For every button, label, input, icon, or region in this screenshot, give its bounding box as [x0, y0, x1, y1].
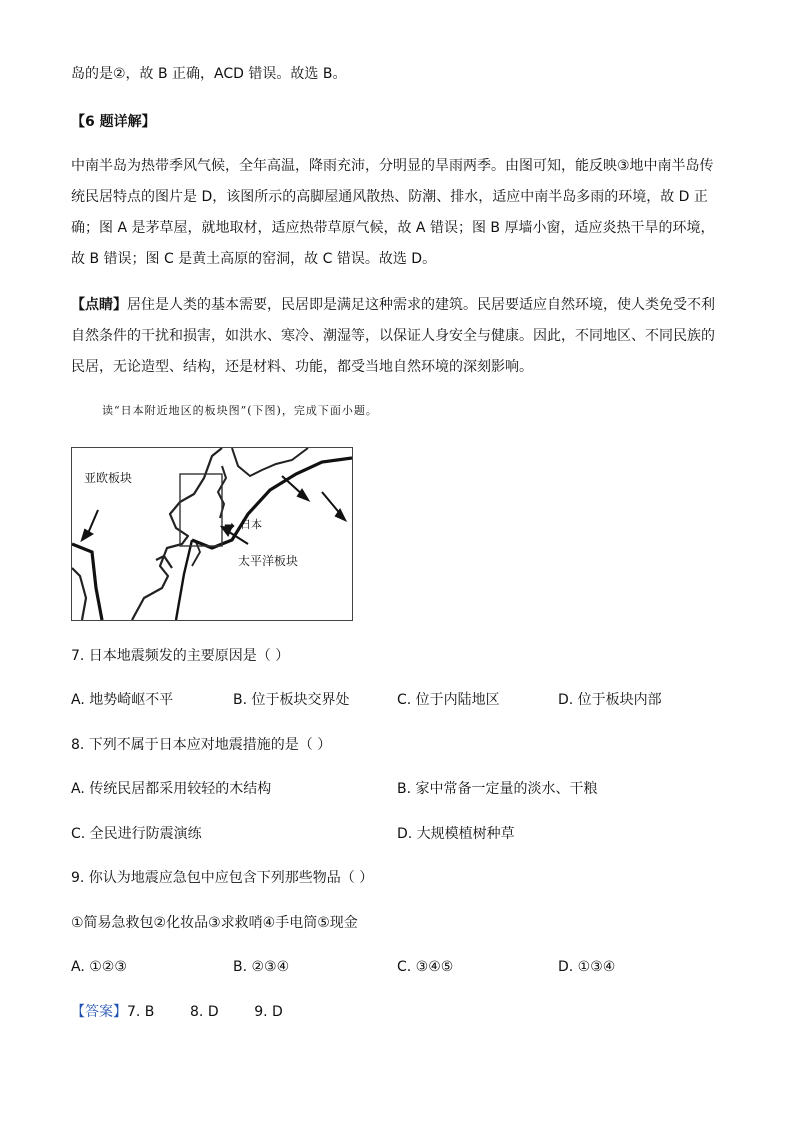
label-pacific: 太平洋板块	[238, 554, 299, 568]
option-d: D. 位于板块内部	[558, 692, 662, 708]
plate-boundary	[72, 544, 102, 620]
option-b: B. 家中常备一定量的淡水、干粮	[397, 781, 598, 797]
option-d: D. ①③④	[558, 959, 616, 975]
answer-label: 【答案】	[71, 1004, 127, 1020]
option-c: C. 位于内陆地区	[397, 692, 500, 708]
text-line: 中南半岛为热带季风气候，全年高温，降雨充沛，分明显的旱雨两季。由图可知，能反映③地中南半岛传	[71, 158, 714, 174]
option-b: B. 位于板块交界处	[233, 692, 350, 708]
option-d: D. 大规模植树种草	[397, 826, 515, 842]
plate-boundary	[192, 458, 352, 548]
option-b: B. ②③④	[233, 959, 290, 975]
question-stem: 8. 下列不属于日本应对地震措施的是（ ）	[71, 737, 332, 753]
coastline	[232, 448, 308, 476]
text-line: 确；图 A 是茅草屋，就地取材，适应热带草原气候，故 A 错误；图 B 厚墙小窗，适应炎热干旱的环境，	[71, 220, 715, 236]
label-japan: 日本	[240, 518, 262, 531]
tip-paragraph	[71, 295, 715, 315]
text-line: 民居，无论造型、结构，还是材料、功能，都受当地自然环境的深刻影响。	[71, 359, 533, 375]
option-c: C. 全民进行防震演练	[71, 826, 202, 842]
plate-map	[71, 447, 353, 621]
plate-boundary	[176, 540, 192, 620]
plate-map-drawing	[72, 448, 352, 620]
option-c: C. ③④⑤	[397, 959, 454, 975]
arrowhead	[82, 530, 92, 540]
section-heading: 【6 题详解】	[71, 114, 156, 130]
question-stem: 9. 你认为地震应急包中应包含下列那些物品（ ）	[71, 870, 374, 886]
text-line: 故 B 错误；图 C 是黄土高原的窑洞，故 C 错误。故选 D。	[71, 251, 437, 267]
option-a: A. 传统民居都采用较轻的木结构	[71, 781, 272, 797]
text-line: 自然条件的干扰和损害，如洪水、寒冷、潮湿等，以保证人身安全与健康。因此，不同地区、不同民族的	[71, 328, 715, 344]
answer-text: 7. B 8. D 9. D	[127, 1004, 283, 1020]
answer-line	[71, 1002, 283, 1022]
option-a: A. 地势崎岖不平	[71, 692, 174, 708]
question-stem: 7. 日本地震频发的主要原因是（ ）	[71, 648, 290, 664]
label-eurasia: 亚欧板块	[84, 471, 133, 485]
text-line: 居住是人类的基本需要，民居即是满足这种需求的建筑。民居要适应自然环境，使人类免受不利	[127, 297, 715, 313]
question-items: ①简易急救包②化妆品③求救哨④手电筒⑤现金	[71, 915, 358, 931]
tip-heading: 【点睛】	[71, 297, 127, 313]
option-a: A. ①②③	[71, 959, 127, 975]
japan-arrow-icon: ➡	[224, 519, 235, 534]
text-line: 统民居特点的图片是 D，该图所示的高脚屋通风散热、防潮、排水，适应中南半岛多雨的环境，故 D 正	[71, 189, 708, 205]
figure-intro: 读“日本附近地区的板块图”(下图)，完成下面小题。	[102, 404, 378, 417]
text-line: 岛的是②，故 B 正确，ACD 错误。故选 B。	[71, 66, 347, 82]
